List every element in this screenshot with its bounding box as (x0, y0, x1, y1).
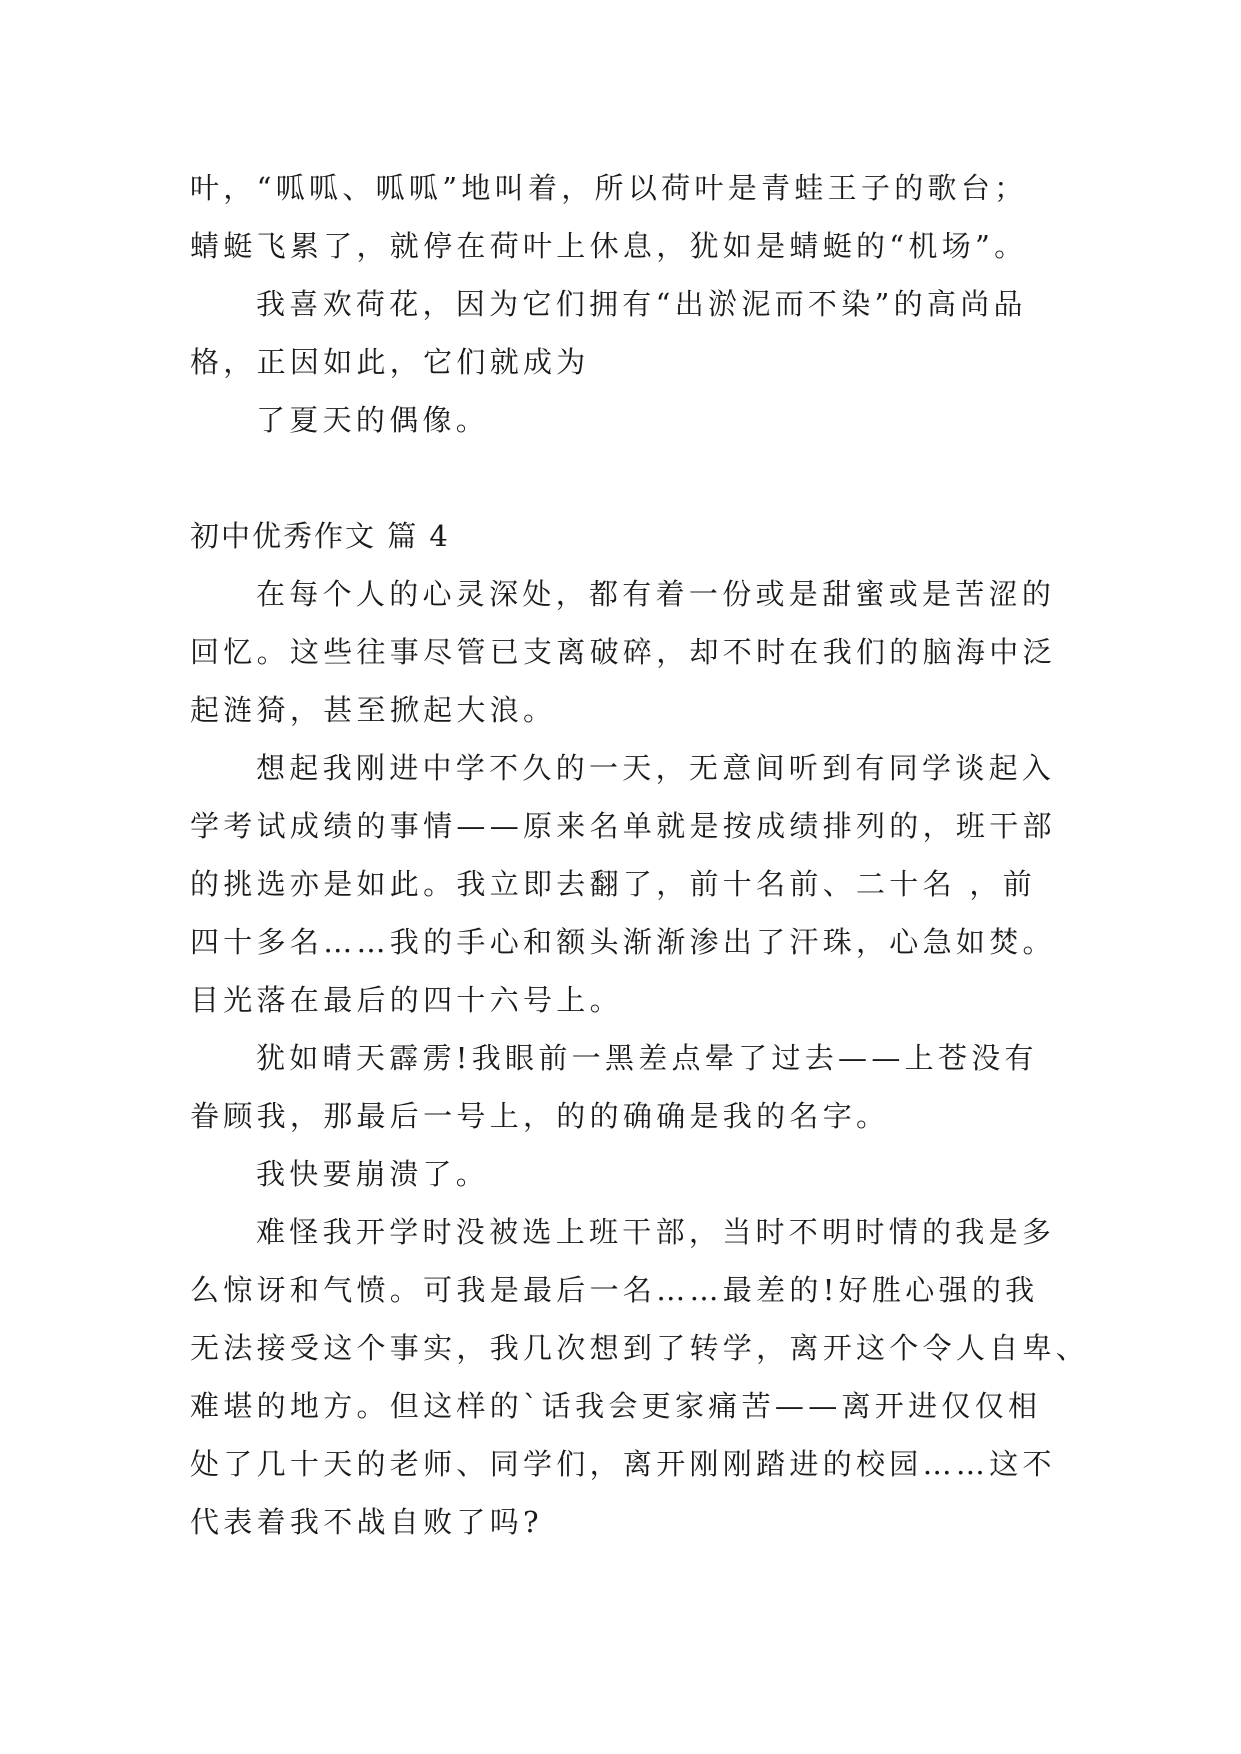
paragraph-line: 么惊讶和气愤。可我是最后一名……最差的!好胜心强的我 (190, 1273, 1039, 1307)
paragraph-line: 犹如晴天霹雳!我眼前一黑差点晕了过去——上苍没有 (256, 1041, 1038, 1075)
paragraph-line: 无法接受这个事实，我几次想到了转学，离开这个令人自卑、 (190, 1331, 1090, 1365)
paragraph-line: 我快要崩溃了。 (256, 1157, 490, 1191)
section-title: 初中优秀作文 篇 4 (190, 519, 450, 553)
paragraph-line: 学考试成绩的事情——原来名单就是按成绩排列的，班干部 (190, 809, 1056, 843)
paragraph-line: 难怪我开学时没被选上班干部，当时不明时情的我是多 (256, 1215, 1056, 1249)
paragraph-line: 起涟猗，甚至掀起大浪。 (190, 693, 557, 727)
paragraph-line: 难堪的地方。但这样的`话我会更家痛苦——离开进仅仅相 (190, 1389, 1042, 1423)
paragraph-line: 四十多名……我的手心和额头渐渐渗出了汗珠，心急如焚。 (190, 925, 1056, 959)
paragraph-line: 的挑选亦是如此。我立即去翻了，前十名前、二十名 ，前 (190, 867, 1037, 901)
paragraph-line: 处了几十天的老师、同学们，离开刚刚踏进的校园……这不 (190, 1447, 1056, 1481)
paragraph-line: 目光落在最后的四十六号上。 (190, 983, 623, 1017)
paragraph-line: 蜻蜓飞累了，就停在荷叶上休息，犹如是蜻蜓的“机场”。 (190, 229, 1028, 263)
paragraph-line: 我喜欢荷花，因为它们拥有“出淤泥而不染”的高尚品 (256, 287, 1027, 321)
paragraph-line: 在每个人的心灵深处，都有着一份或是甜蜜或是苦涩的 (256, 577, 1056, 611)
paragraph-line: 叶，“呱呱、呱呱”地叫着，所以荷叶是青蛙王子的歌台； (190, 171, 1028, 205)
paragraph-line: 了夏天的偶像。 (256, 403, 490, 437)
paragraph-line: 想起我刚进中学不久的一天，无意间听到有同学谈起入 (256, 751, 1056, 785)
paragraph-line: 眷顾我，那最后一号上，的的确确是我的名字。 (190, 1099, 890, 1133)
paragraph-line: 代表着我不战自败了吗? (190, 1505, 543, 1539)
paragraph-line: 格，正因如此，它们就成为 (190, 345, 590, 379)
paragraph-line: 回忆。这些往事尽管已支离破碎，却不时在我们的脑海中泛 (190, 635, 1056, 669)
